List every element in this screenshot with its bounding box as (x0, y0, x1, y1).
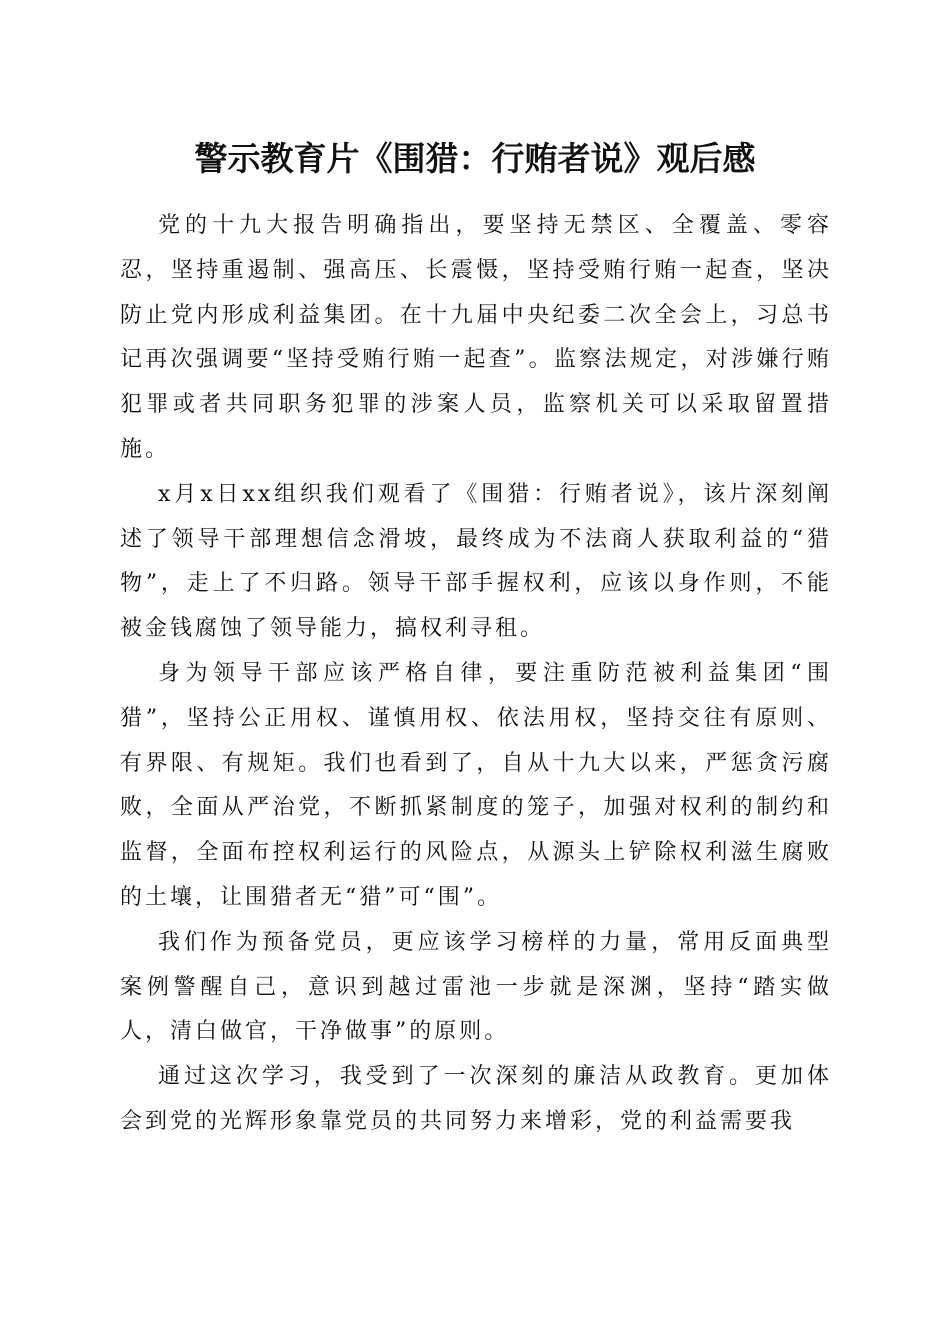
paragraph-2: x月x日xx组织我们观看了《围猎：行贿者说》，该片深刻阐述了领导干部理想信念滑坡，最终成为不法商人获取利益的“猎物”，走上了不归路。领导干部手握权利，应该以身作则，不能被金钱腐蚀了领导能力，搞权利寻租。 (120, 481, 832, 642)
paragraph-4: 我们作为预备党员，更应该学习榜样的力量，常用反面典型案例警醒自己，意识到越过雷池一步就是深渊，坚持“踏实做人，清白做官，干净做事”的原则。 (120, 929, 832, 1045)
paragraph-5: 通过这次学习，我受到了一次深刻的廉洁从政教育。更加体会到党的光辉形象靠党员的共同努力来增彩，党的利益需要我 (120, 1064, 832, 1134)
document-title: 警示教育片《围猎：行贿者说》观后感 (194, 139, 756, 178)
paragraph-3: 身为领导干部应该严格自律，要注重防范被利益集团“围猎”，坚持公正用权、谨慎用权、依法用权，坚持交往有原则、有界限、有规矩。我们也看到了，自从十九大以来，严惩贪污腐败，全面从严治党，不断抓紧制度的笼子，加强对权利的制约和监督，全面布控权利运行的风险点，从源头上铲除权利滋生腐败的土壤，让围猎者无“猎”可“围”。 (120, 660, 832, 910)
document-body (120, 204, 832, 1145)
paragraph-1: 党的十九大报告明确指出，要坚持无禁区、全覆盖、零容忍，坚持重遏制、强高压、长震慑，坚持受贿行贿一起查，坚决防止党内形成利益集团。在十九届中央纪委二次全会上，习总书记再次强调要“坚持受贿行贿一起查”。监察法规定，对涉嫌行贿犯罪或者共同职务犯罪的涉案人员，监察机关可以采取留置措施。 (120, 213, 832, 462)
